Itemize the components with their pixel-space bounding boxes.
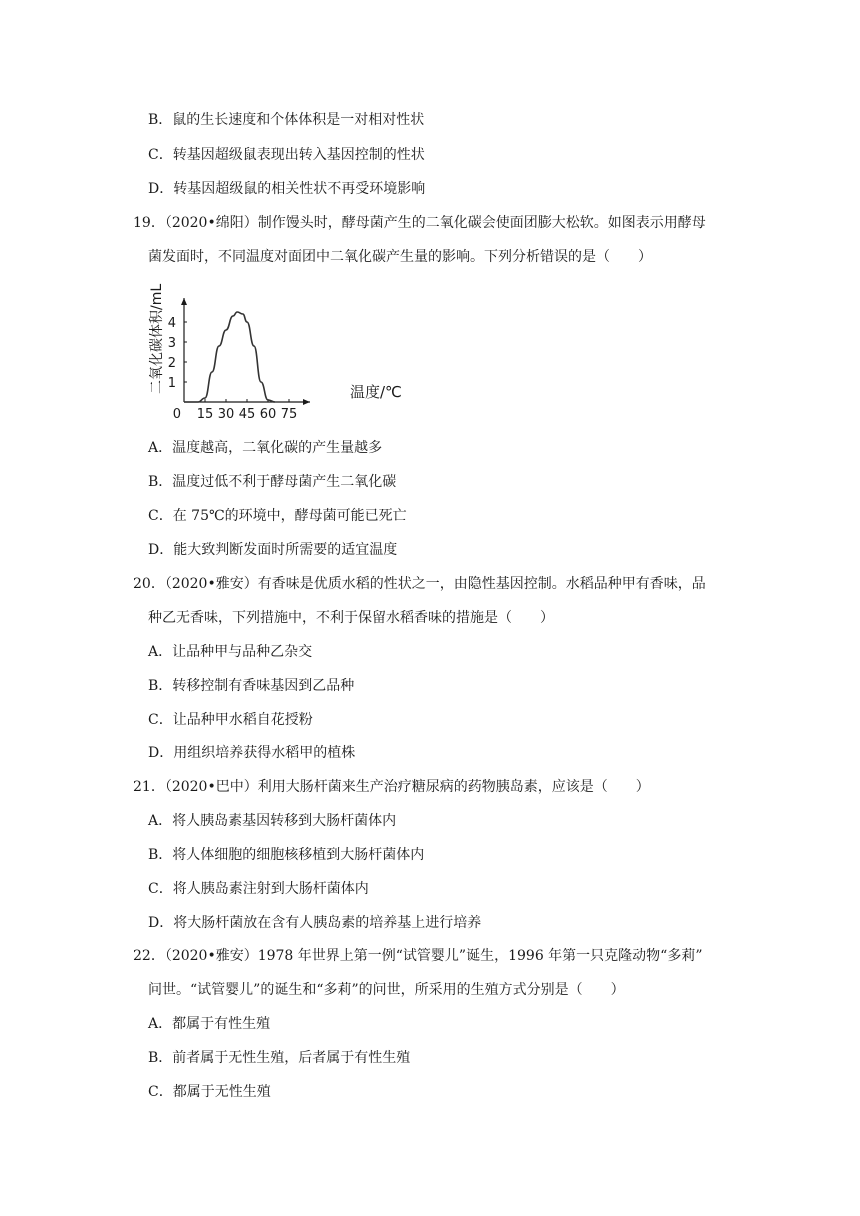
co2-curve bbox=[184, 312, 275, 402]
question-19-option-a: A．温度越高，二氧化碳的产生量越多 bbox=[148, 440, 383, 456]
option-c-prev: C．转基因超级鼠表现出转入基因控制的性状 bbox=[148, 147, 425, 163]
x-tick-label: 75 bbox=[280, 407, 298, 422]
question-20-option-d: D．用组织培养获得水稻甲的植株 bbox=[148, 745, 356, 761]
co2-temperature-chart bbox=[148, 276, 408, 422]
question-22-option-a: A．都属于有性生殖 bbox=[148, 1016, 271, 1032]
question-20-option-c: C．让品种甲水稻自花授粉 bbox=[148, 712, 313, 728]
chart-xlabel: 温度/℃ bbox=[350, 383, 402, 401]
x-axis-arrow bbox=[303, 399, 310, 405]
question-20-stem-cont: 种乙无香味，下列措施中，不利于保留水稻香味的措施是（ ） bbox=[148, 610, 554, 626]
question-19-stem-cont: 菌发面时，不同温度对面团中二氧化碳产生量的影响。下列分析错误的是（ ） bbox=[148, 249, 652, 265]
question-20-option-a: A．让品种甲与品种乙杂交 bbox=[148, 644, 313, 660]
question-19-option-b: B．温度过低不利于酵母菌产生二氧化碳 bbox=[148, 474, 397, 490]
x-tick-label: 30 bbox=[217, 407, 235, 422]
chart-ylabel: 二氧化碳体积/mL bbox=[149, 283, 165, 394]
question-19-option-c: C．在 75℃的环境中，酵母菌可能已死亡 bbox=[148, 508, 407, 524]
chart-ticks bbox=[168, 316, 298, 422]
x-tick-label: 60 bbox=[259, 407, 277, 422]
question-21-option-b: B．将人体细胞的细胞核移植到大肠杆菌体内 bbox=[148, 847, 425, 863]
option-b-prev: B．鼠的生长速度和个体体积是一对相对性状 bbox=[148, 112, 425, 128]
x-tick-label: 45 bbox=[238, 407, 256, 422]
y-tick-label: 1 bbox=[167, 376, 176, 391]
x-tick-label: 0 bbox=[172, 407, 181, 422]
question-21-option-c: C．将人胰岛素注射到大肠杆菌体内 bbox=[148, 881, 369, 897]
x-tick-label: 15 bbox=[196, 407, 214, 422]
question-20-option-b: B．转移控制有香味基因到乙品种 bbox=[148, 678, 355, 694]
y-tick-label: 3 bbox=[167, 336, 176, 351]
y-tick-label: 4 bbox=[167, 316, 176, 331]
chart-series bbox=[184, 312, 275, 402]
chart-axes bbox=[181, 298, 310, 405]
question-22-option-c: C．都属于无性生殖 bbox=[148, 1084, 271, 1100]
question-21-option-d: D．将大肠杆菌放在含有人胰岛素的培养基上进行培养 bbox=[148, 915, 482, 931]
question-21-option-a: A．将人胰岛素基因转移到大肠杆菌体内 bbox=[148, 813, 397, 829]
question-22-stem-cont: 问世。“试管婴儿”的诞生和“多莉”的问世，所采用的生殖方式分别是（ ） bbox=[148, 982, 625, 998]
question-19-stem: 19．（2020•绵阳）制作馒头时，酵母菌产生的二氧化碳会使面团膨大松软。如图表示用酵母 bbox=[133, 215, 706, 231]
question-21-stem: 21．（2020•巴中）利用大肠杆菌来生产治疗糖尿病的药物胰岛素，应该是（ ） bbox=[133, 779, 650, 795]
question-22-option-b: B．前者属于无性生殖，后者属于有性生殖 bbox=[148, 1050, 411, 1066]
y-tick-label: 2 bbox=[167, 356, 176, 371]
y-axis-arrow bbox=[181, 298, 187, 305]
question-22-stem: 22．（2020•雅安）1978 年世界上第一例“试管婴儿”诞生，1996 年第一只克隆动物“多莉” bbox=[133, 948, 703, 964]
question-19-option-d: D．能大致判断发面时所需要的适宜温度 bbox=[148, 542, 398, 558]
option-d-prev: D．转基因超级鼠的相关性状不再受环境影响 bbox=[148, 181, 426, 197]
question-20-stem: 20．（2020•雅安）有香味是优质水稻的性状之一，由隐性基因控制。水稻品种甲有香味，品 bbox=[133, 576, 706, 592]
